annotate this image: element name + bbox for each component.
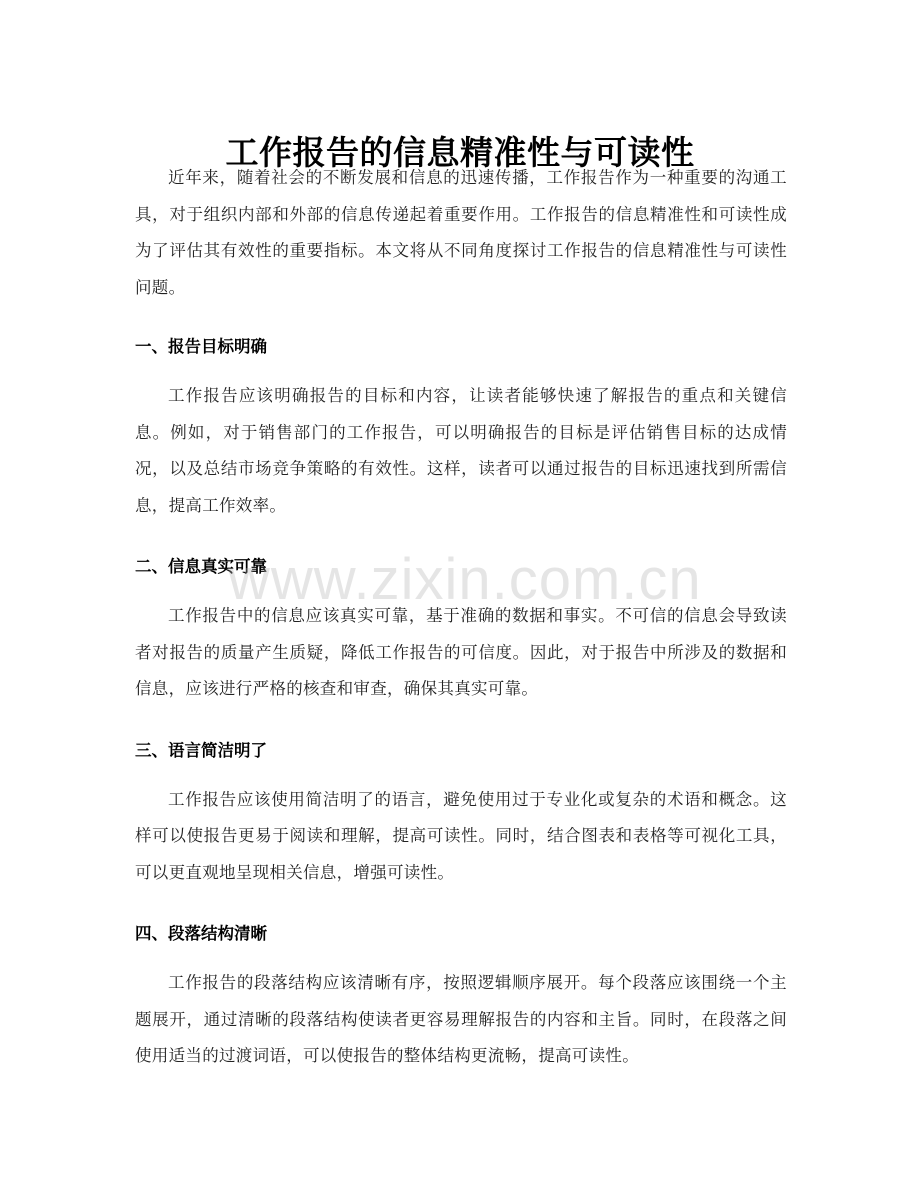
section-heading-1: 一、报告目标明确 xyxy=(135,337,267,356)
section-heading-4: 四、段落结构清晰 xyxy=(135,924,267,943)
document-title: 工作报告的信息精准性与可读性 xyxy=(225,133,695,173)
document-body xyxy=(135,157,787,1075)
section-heading-3: 三、语言简洁明了 xyxy=(135,740,267,760)
section-body-1: 工作报告应该明确报告的目标和内容，让读者能够快速了解报告的重点和关键信息。例如，对于销售部门的工作报告，可以明确报告的目标是评估销售目标的达成情况，以及总结市场竞争策略的有效性。这样，读者可以通过报告的目标迅速找到所需信息，提高工作效率。 xyxy=(135,386,787,515)
watermark: www.zixin.com.cn xyxy=(228,547,702,612)
section-heading-2: 二、信息真实可靠 xyxy=(135,557,267,576)
intro-paragraph: 近年来，随着社会的不断发展和信息的迅速传播，工作报告作为一种重要的沟通工具，对于组织内部和外部的信息传递起着重要作用。工作报告的信息精准性和可读性成为了评估其有效性的重要指标。本文将从不同角度探讨工作报告的信息精准性与可读性问题。 xyxy=(135,168,787,297)
section-body-3: 工作报告应该使用简洁明了的语言，避免使用过于专业化或复杂的术语和概念。这样可以使报告更易于阅读和理解，提高可读性。同时，结合图表和表格等可视化工具，可以更直观地呈现相关信息，增强可读性。 xyxy=(135,789,787,882)
section-body-4: 工作报告的段落结构应该清晰有序，按照逻辑顺序展开。每个段落应该围绕一个主题展开，通过清晰的段落结构使读者更容易理解报告的内容和主旨。同时，在段落之间使用适当的过渡词语，可以使报告的整体结构更流畅，提高可读性。 xyxy=(135,973,787,1065)
section-body-2: 工作报告中的信息应该真实可靠，基于准确的数据和事实。不可信的信息会导致读者对报告的质量产生质疑，降低工作报告的可信度。因此，对于报告中所涉及的数据和信息，应该进行严格的核查和审查，确保其真实可靠。 xyxy=(135,606,787,698)
